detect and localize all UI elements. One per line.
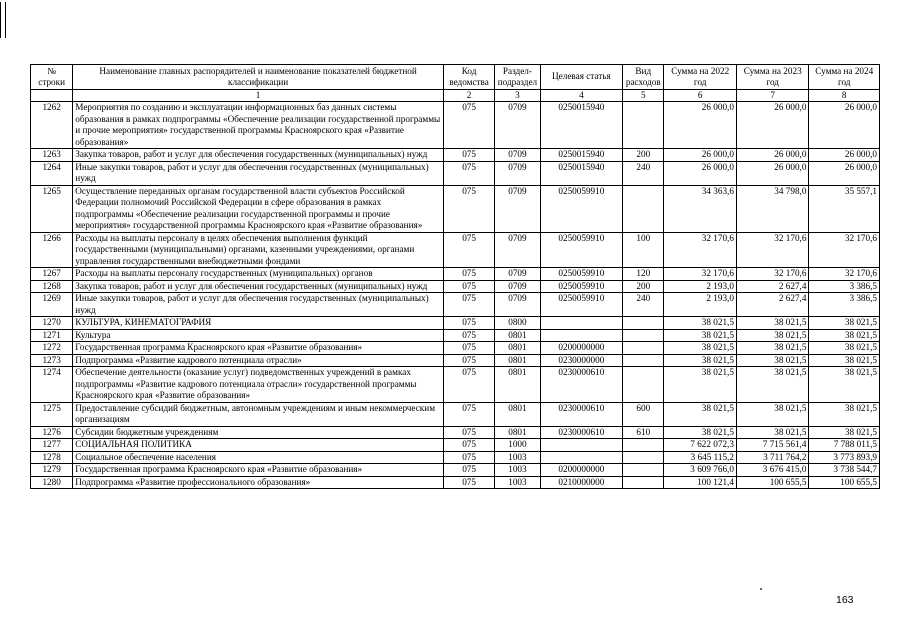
cell-dept-code: 075 <box>443 476 494 489</box>
cell-exp-type: 240 <box>623 161 664 185</box>
cell-exp-type <box>623 439 664 452</box>
table-row <box>31 232 880 268</box>
cell-exp-type <box>623 354 664 367</box>
cell-row-no: 1266 <box>31 232 73 268</box>
cell-dept-code: 075 <box>443 280 494 293</box>
header-target: Целевая статья <box>540 65 623 90</box>
cell-sum-2023: 38 021,5 <box>736 426 809 439</box>
cell-sum-2023: 32 170,6 <box>736 232 809 268</box>
cell-sum-2022: 32 170,6 <box>664 268 737 281</box>
table-body <box>31 102 880 489</box>
cell-dept-code: 075 <box>443 149 494 162</box>
cell-section: 1000 <box>495 439 540 452</box>
cell-target: 0230000000 <box>540 354 623 367</box>
header-exp-type: Вид расходов <box>623 65 664 90</box>
cell-dept-code: 075 <box>443 317 494 330</box>
cell-exp-type <box>623 476 664 489</box>
budget-table <box>30 64 880 489</box>
cell-dept-code: 075 <box>443 439 494 452</box>
cell-section: 0709 <box>495 102 540 149</box>
cell-section: 0709 <box>495 161 540 185</box>
table-row <box>31 439 880 452</box>
cell-section: 0801 <box>495 329 540 342</box>
header-row-no: № строки <box>31 65 73 90</box>
cell-dept-code: 075 <box>443 342 494 355</box>
cell-sum-2022: 2 193,0 <box>664 293 737 317</box>
cell-row-no: 1270 <box>31 317 73 330</box>
table-row <box>31 161 880 185</box>
cell-row-no: 1273 <box>31 354 73 367</box>
cell-row-no: 1277 <box>31 439 73 452</box>
cell-name: Субсидии бюджетным учреждениям <box>73 426 444 439</box>
cell-sum-2023: 38 021,5 <box>736 354 809 367</box>
cell-sum-2023: 3 711 764,2 <box>736 451 809 464</box>
cell-sum-2023: 38 021,5 <box>736 402 809 426</box>
cell-row-no: 1265 <box>31 185 73 232</box>
table-row <box>31 268 880 281</box>
cell-target: 0250059910 <box>540 232 623 268</box>
cell-sum-2024: 3 773 893,9 <box>809 451 880 464</box>
table-row <box>31 280 880 293</box>
scan-edge-line <box>5 2 6 38</box>
cell-dept-code: 075 <box>443 329 494 342</box>
cell-row-no: 1269 <box>31 293 73 317</box>
cell-sum-2023: 26 000,0 <box>736 102 809 149</box>
cell-name: Предоставление субсидий бюджетным, автономным учреждениям и иным некоммерческим организациям <box>73 402 444 426</box>
cell-sum-2024: 26 000,0 <box>809 161 880 185</box>
cell-section: 0709 <box>495 268 540 281</box>
cell-sum-2023: 38 021,5 <box>736 317 809 330</box>
cell-sum-2024: 32 170,6 <box>809 268 880 281</box>
cell-sum-2022: 38 021,5 <box>664 329 737 342</box>
cell-name: Иные закупки товаров, работ и услуг для обеспечения государственных (муниципальных) нужд <box>73 161 444 185</box>
cell-name: Осуществление переданных органам государственной власти субъектов Российской Федерации полномочий Российской Федерации в сфере образования в рамках подпрограммы «Обеспечение реализации государственной программы и прочие мероприятия» государственной программы Красноярского края «Развитие образования» <box>73 185 444 232</box>
table-row <box>31 293 880 317</box>
cell-sum-2024: 38 021,5 <box>809 317 880 330</box>
cell-dept-code: 075 <box>443 367 494 403</box>
column-number: 2 <box>443 90 494 102</box>
table-header-row <box>31 65 880 90</box>
cell-exp-type <box>623 464 664 477</box>
cell-sum-2023: 32 170,6 <box>736 268 809 281</box>
cell-target <box>540 329 623 342</box>
cell-sum-2023: 26 000,0 <box>736 161 809 185</box>
cell-sum-2022: 3 609 766,0 <box>664 464 737 477</box>
cell-name: СОЦИАЛЬНАЯ ПОЛИТИКА <box>73 439 444 452</box>
cell-exp-type <box>623 185 664 232</box>
cell-name: Обеспечение деятельности (оказание услуг) подведомственных учреждений в рамках подпрограммы «Развитие кадрового потенциала отрасли» государственной программы Красноярского края «Развитие образования» <box>73 367 444 403</box>
cell-sum-2024: 35 557,1 <box>809 185 880 232</box>
cell-target: 0250015940 <box>540 149 623 162</box>
cell-target: 0250059910 <box>540 268 623 281</box>
cell-target <box>540 439 623 452</box>
cell-sum-2024: 38 021,5 <box>809 367 880 403</box>
cell-sum-2023: 38 021,5 <box>736 329 809 342</box>
table-row <box>31 342 880 355</box>
cell-sum-2022: 7 622 072,3 <box>664 439 737 452</box>
cell-dept-code: 075 <box>443 185 494 232</box>
cell-sum-2022: 100 121,4 <box>664 476 737 489</box>
cell-sum-2022: 38 021,5 <box>664 402 737 426</box>
cell-row-no: 1280 <box>31 476 73 489</box>
column-number: 6 <box>664 90 737 102</box>
cell-dept-code: 075 <box>443 354 494 367</box>
cell-section: 0709 <box>495 232 540 268</box>
cell-name: Закупка товаров, работ и услуг для обеспечения государственных (муниципальных) нужд <box>73 280 444 293</box>
table-row <box>31 354 880 367</box>
cell-row-no: 1276 <box>31 426 73 439</box>
cell-sum-2023: 2 627,4 <box>736 293 809 317</box>
cell-exp-type <box>623 329 664 342</box>
cell-row-no: 1262 <box>31 102 73 149</box>
table-row <box>31 367 880 403</box>
cell-row-no: 1267 <box>31 268 73 281</box>
cell-section: 0801 <box>495 354 540 367</box>
column-number: 7 <box>736 90 809 102</box>
column-number: 4 <box>540 90 623 102</box>
cell-sum-2023: 3 676 415,0 <box>736 464 809 477</box>
cell-section: 0800 <box>495 317 540 330</box>
cell-section: 0801 <box>495 342 540 355</box>
table-row <box>31 476 880 489</box>
cell-sum-2024: 38 021,5 <box>809 426 880 439</box>
cell-row-no: 1275 <box>31 402 73 426</box>
cell-exp-type <box>623 367 664 403</box>
cell-sum-2024: 38 021,5 <box>809 342 880 355</box>
cell-exp-type: 120 <box>623 268 664 281</box>
cell-name: Культура <box>73 329 444 342</box>
cell-sum-2024: 32 170,6 <box>809 232 880 268</box>
cell-dept-code: 075 <box>443 464 494 477</box>
header-sum-2022: Сумма на 2022 год <box>664 65 737 90</box>
cell-name: Расходы на выплаты персоналу государственных (муниципальных) органов <box>73 268 444 281</box>
header-sum-2024: Сумма на 2024 год <box>809 65 880 90</box>
cell-sum-2022: 38 021,5 <box>664 342 737 355</box>
cell-target: 0210000000 <box>540 476 623 489</box>
cell-section: 0709 <box>495 185 540 232</box>
cell-row-no: 1272 <box>31 342 73 355</box>
header-name: Наименование главных распорядителей и наименование показателей бюджетной классификации <box>73 65 444 90</box>
scan-speck <box>760 588 762 590</box>
cell-exp-type: 100 <box>623 232 664 268</box>
cell-target: 0250059910 <box>540 280 623 293</box>
cell-target: 0250015940 <box>540 102 623 149</box>
cell-row-no: 1263 <box>31 149 73 162</box>
cell-name: Государственная программа Красноярского края «Развитие образования» <box>73 342 444 355</box>
cell-sum-2023: 26 000,0 <box>736 149 809 162</box>
cell-exp-type <box>623 102 664 149</box>
cell-sum-2022: 26 000,0 <box>664 102 737 149</box>
table-row <box>31 464 880 477</box>
cell-target: 0230000610 <box>540 367 623 403</box>
table-row <box>31 185 880 232</box>
cell-sum-2022: 32 170,6 <box>664 232 737 268</box>
cell-sum-2023: 7 715 561,4 <box>736 439 809 452</box>
column-number <box>31 90 73 102</box>
column-number-row <box>31 90 880 102</box>
cell-dept-code: 075 <box>443 232 494 268</box>
cell-sum-2022: 2 193,0 <box>664 280 737 293</box>
cell-dept-code: 075 <box>443 161 494 185</box>
cell-sum-2022: 26 000,0 <box>664 149 737 162</box>
cell-dept-code: 075 <box>443 268 494 281</box>
column-number: 8 <box>809 90 880 102</box>
cell-row-no: 1278 <box>31 451 73 464</box>
table-row <box>31 451 880 464</box>
cell-sum-2022: 38 021,5 <box>664 354 737 367</box>
cell-sum-2024: 7 788 011,5 <box>809 439 880 452</box>
cell-section: 1003 <box>495 451 540 464</box>
cell-exp-type: 610 <box>623 426 664 439</box>
cell-target: 0200000000 <box>540 464 623 477</box>
header-section: Раздел-подраздел <box>495 65 540 90</box>
cell-sum-2024: 38 021,5 <box>809 329 880 342</box>
cell-sum-2022: 38 021,5 <box>664 367 737 403</box>
table-row <box>31 102 880 149</box>
cell-exp-type <box>623 317 664 330</box>
cell-section: 1003 <box>495 476 540 489</box>
cell-section: 0801 <box>495 367 540 403</box>
cell-target: 0250059910 <box>540 185 623 232</box>
cell-sum-2023: 38 021,5 <box>736 342 809 355</box>
table-row <box>31 329 880 342</box>
table-row <box>31 402 880 426</box>
cell-sum-2024: 26 000,0 <box>809 149 880 162</box>
cell-exp-type: 200 <box>623 280 664 293</box>
cell-sum-2024: 3 738 544,7 <box>809 464 880 477</box>
cell-dept-code: 075 <box>443 293 494 317</box>
cell-name: Иные закупки товаров, работ и услуг для обеспечения государственных (муниципальных) нужд <box>73 293 444 317</box>
cell-target: 0230000610 <box>540 402 623 426</box>
cell-sum-2022: 26 000,0 <box>664 161 737 185</box>
cell-exp-type: 600 <box>623 402 664 426</box>
cell-exp-type <box>623 342 664 355</box>
cell-sum-2024: 3 386,5 <box>809 293 880 317</box>
cell-name: Подпрограмма «Развитие кадрового потенциала отрасли» <box>73 354 444 367</box>
cell-name: Подпрограмма «Развитие профессионального образования» <box>73 476 444 489</box>
cell-section: 0801 <box>495 402 540 426</box>
cell-section: 0709 <box>495 149 540 162</box>
cell-exp-type: 240 <box>623 293 664 317</box>
cell-sum-2024: 38 021,5 <box>809 354 880 367</box>
cell-sum-2023: 100 655,5 <box>736 476 809 489</box>
cell-name: КУЛЬТУРА, КИНЕМАТОГРАФИЯ <box>73 317 444 330</box>
cell-sum-2022: 34 363,6 <box>664 185 737 232</box>
cell-sum-2024: 100 655,5 <box>809 476 880 489</box>
cell-dept-code: 075 <box>443 102 494 149</box>
cell-sum-2024: 3 386,5 <box>809 280 880 293</box>
cell-name: Расходы на выплаты персоналу в целях обеспечения выполнения функций государственными (муниципальными) органами, казенными учреждениями, органами управления государственными внебюджетными фондами <box>73 232 444 268</box>
cell-name: Государственная программа Красноярского края «Развитие образования» <box>73 464 444 477</box>
cell-exp-type: 200 <box>623 149 664 162</box>
cell-name: Закупка товаров, работ и услуг для обеспечения государственных (муниципальных) нужд <box>73 149 444 162</box>
cell-row-no: 1271 <box>31 329 73 342</box>
header-sum-2023: Сумма на 2023 год <box>736 65 809 90</box>
cell-sum-2023: 34 798,0 <box>736 185 809 232</box>
cell-sum-2024: 26 000,0 <box>809 102 880 149</box>
column-number: 3 <box>495 90 540 102</box>
cell-target <box>540 451 623 464</box>
table-row <box>31 426 880 439</box>
cell-sum-2023: 2 627,4 <box>736 280 809 293</box>
column-number: 1 <box>73 90 444 102</box>
cell-target: 0250015940 <box>540 161 623 185</box>
table-row <box>31 149 880 162</box>
cell-target <box>540 317 623 330</box>
cell-row-no: 1279 <box>31 464 73 477</box>
cell-row-no: 1268 <box>31 280 73 293</box>
cell-dept-code: 075 <box>443 451 494 464</box>
cell-exp-type <box>623 451 664 464</box>
cell-name: Социальное обеспечение населения <box>73 451 444 464</box>
cell-target: 0200000000 <box>540 342 623 355</box>
cell-sum-2024: 38 021,5 <box>809 402 880 426</box>
cell-section: 0801 <box>495 426 540 439</box>
cell-row-no: 1274 <box>31 367 73 403</box>
cell-section: 0709 <box>495 293 540 317</box>
cell-target: 0250059910 <box>540 293 623 317</box>
header-dept-code: Код ведомства <box>443 65 494 90</box>
cell-sum-2022: 38 021,5 <box>664 426 737 439</box>
column-number: 5 <box>623 90 664 102</box>
scan-edge-line <box>0 2 1 38</box>
cell-dept-code: 075 <box>443 426 494 439</box>
cell-section: 0709 <box>495 280 540 293</box>
cell-name: Мероприятия по созданию и эксплуатации информационных баз данных системы образования в рамках подпрограммы «Обеспечение реализации государственной программы и прочие мероприятия» государственной программы Красноярского края «Развитие образования» <box>73 102 444 149</box>
cell-sum-2023: 38 021,5 <box>736 367 809 403</box>
page-number: 163 <box>836 594 854 606</box>
cell-dept-code: 075 <box>443 402 494 426</box>
cell-section: 1003 <box>495 464 540 477</box>
cell-sum-2022: 38 021,5 <box>664 317 737 330</box>
cell-sum-2022: 3 645 115,2 <box>664 451 737 464</box>
cell-row-no: 1264 <box>31 161 73 185</box>
table-row <box>31 317 880 330</box>
cell-target: 0230000610 <box>540 426 623 439</box>
